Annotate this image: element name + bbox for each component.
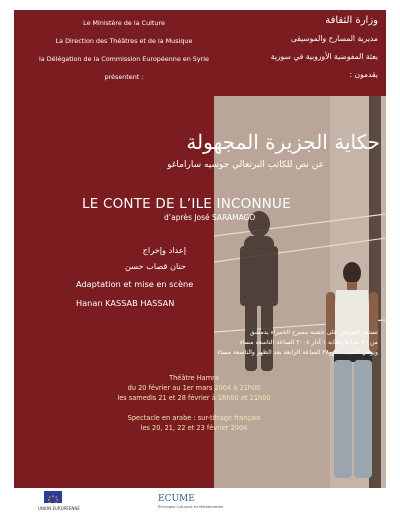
presenter-fr-3: la Délégation de la Commission Européenne en Syrie	[39, 55, 209, 63]
title-arabic: حكاية الجزيرة المجهولة	[186, 130, 380, 154]
credit-role-french: Adaptation et mise en scène	[76, 279, 194, 289]
credit-role-arabic: إعداد وإخراج	[142, 245, 186, 255]
ecume-logo: ECUME	[158, 494, 195, 504]
eu-stars-icon	[44, 494, 62, 506]
presenter-ar-4: يقدمون :	[349, 70, 378, 79]
subtitle-french: d’après José SARAMAGO	[164, 213, 256, 222]
schedule-arabic-1: تستمر العروض على خشبة مسرح الحمراء بدمشق	[249, 329, 378, 336]
ecume-subtitle: Échanges Culturels en Méditerranée	[158, 505, 224, 509]
eu-flag-logo	[44, 491, 62, 503]
credit-name-french: Hanan KASSAB HASSAN	[76, 298, 175, 308]
schedule-arabic-2: من ٢٠ شباط ولغاية ١ آذار ٢٠٠٤ الساعة التاسعة مساء	[239, 339, 378, 346]
surtitle-note-2: les 20, 21, 22 et 23 février 2004	[140, 424, 248, 432]
presenter-ar-2: مديرية المسارح والموسيقى	[290, 34, 378, 43]
eu-label: UNION EUROPÉENNE	[38, 506, 80, 511]
schedule-french-1: du 20 février au 1er mars 2004 à 21h00	[127, 384, 261, 392]
presenter-fr-4: présentent :	[104, 73, 144, 81]
presenter-ar-3: بعثة المفوضية الأوروبية في سورية	[270, 52, 378, 61]
poster-panel	[14, 10, 386, 488]
credit-name-arabic: حنان قصاب حسن	[124, 261, 186, 271]
presenter-ar-1: وزارة الثقافة	[325, 15, 378, 26]
presenter-fr-2: La Direction des Théâtres et de la Musique	[55, 37, 193, 45]
schedule-arabic-3: ويومي السبت ٢١ و٢٨ الساعة الرابعة بعد الظهر والتاسعة مساء	[217, 349, 378, 356]
surtitle-note-1: Spectacle en arabe : sur-titrage français	[127, 414, 261, 422]
title-french: LE CONTE DE L’ILE INCONNUE	[82, 196, 291, 212]
schedule-french-2: les samedis 21 et 28 février à 16h00 et 21h00	[117, 394, 271, 402]
subtitle-arabic: عن نص للكاتب البرتغالي جوسيه ساراماغو	[167, 160, 324, 170]
presenter-fr-1: Le Ministère de la Culture	[83, 19, 165, 27]
schedule-venue: Théâtre Hamra	[169, 374, 219, 382]
